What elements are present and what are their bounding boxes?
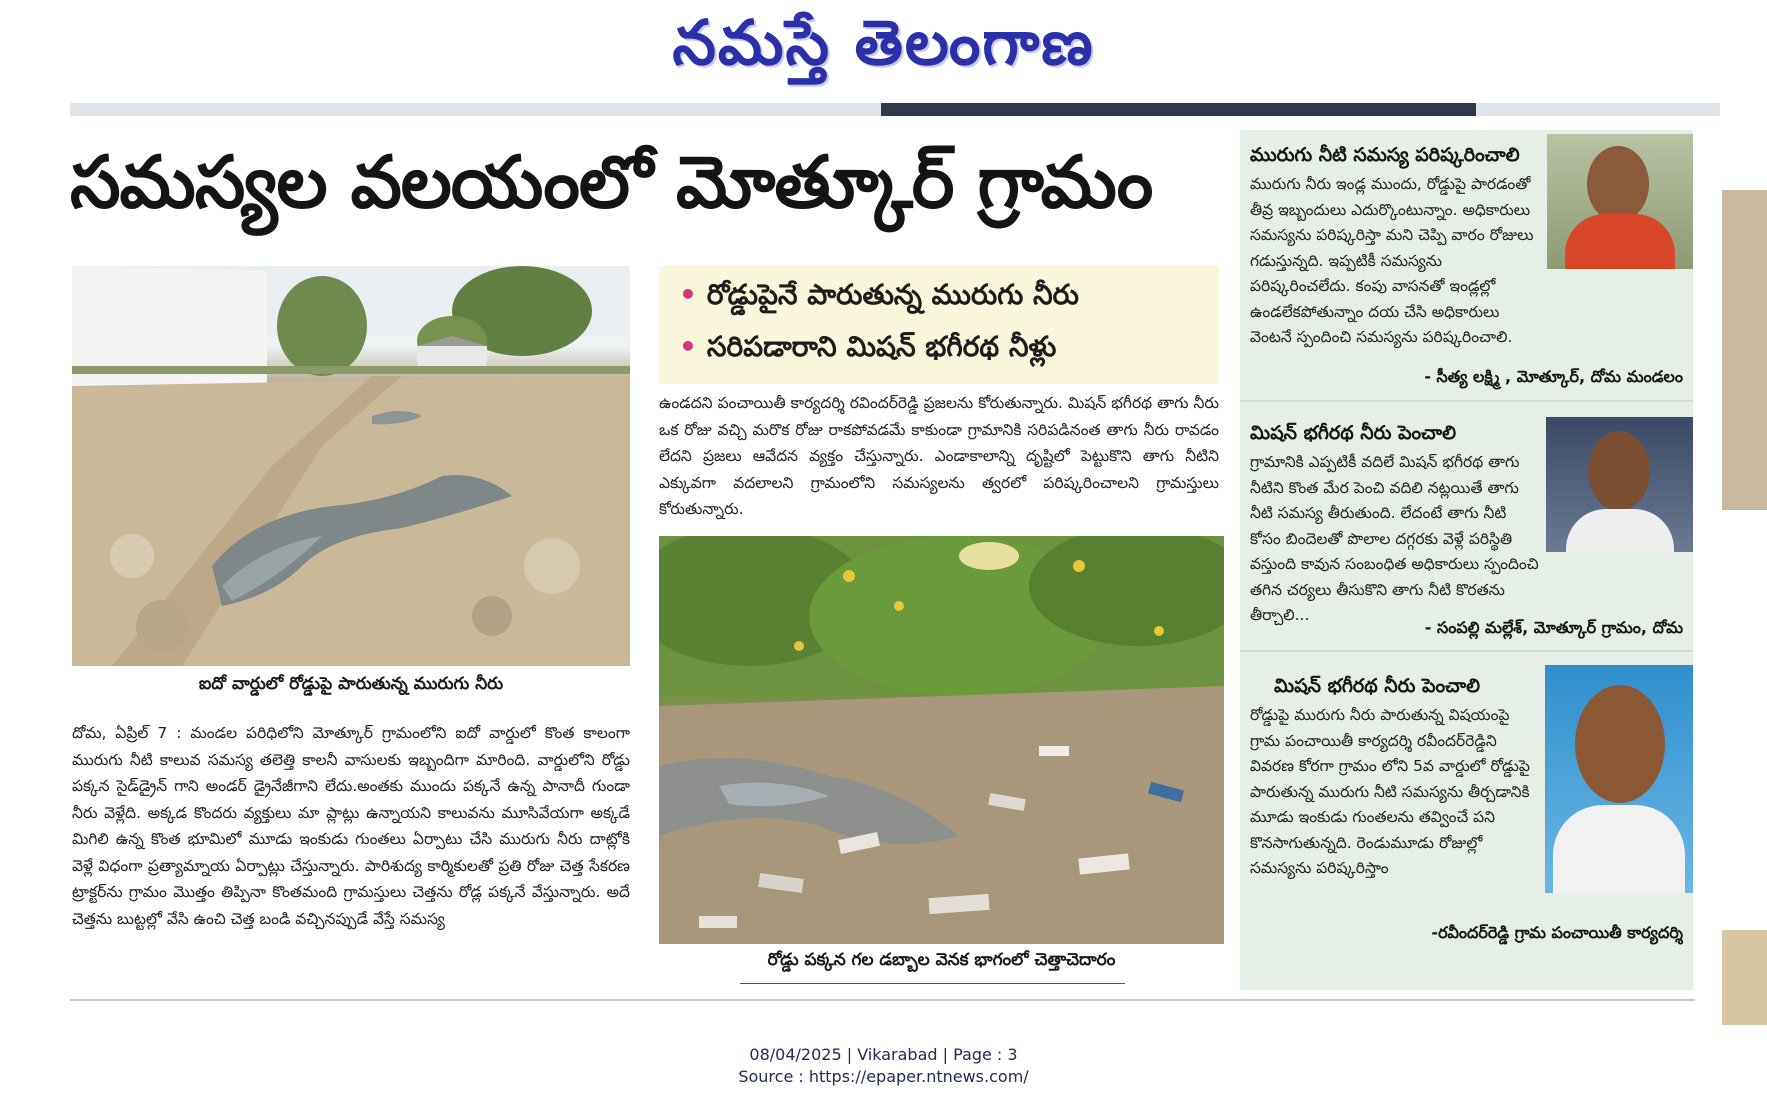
- man-portrait: [1546, 417, 1693, 552]
- article-body-left: దోమ, ఏప్రిల్ 7 : మండల పరిధిలోని మోత్కూర్ గ్రామంలోని ఐదో వార్డులో కొంత కాలంగా మురుగు నీటి కాలువ సమస్య తలెత్తి కాలనీ వాసులకు ఇబ్బందిగా మారింది. వార్డులోని రోడ్డు పక్కన సైడ్‌డ్రైన్ గాని అండర్ డ్రైనేజీగాని లేదు.అంతకు ముందు పక్కనే ఉన్న పానాదీ గుండా నీరు వెళ్లేది. అక్కడ కొందరు వ్యక్తులు మా ప్లాట్లు ఉన్నాయని కాలువను మూసివేయగా అక్కడే మిగిలి ఉన్న కొంత భూమిలో మూడు ఇంకుడు గుంతలు ఏర్పాటు చేసి మురుగు నీరు దాట్లోకి వెళ్లే విధంగా ప్రత్యామ్నాయ ఏర్పాట్లు చేస్తున్నారు. పారిశుద్య కార్మికులతో ప్రతి రోజు చెత్త సేకరణ ట్రాక్టర్‌ను గ్రామం మొత్తం తిప్పినా కొంతమంది గ్రామస్తులు చెత్తను రోడ్ల పక్కనే వేస్తున్నారు. అదే చెత్తను బుట్టల్లో వేసి ఉంచి చెత్త బండి వచ్చినప్పుడే వేస్తే సమస్య: [72, 724, 630, 928]
- caption-underline: [740, 983, 1125, 984]
- portrait-face: [1587, 146, 1649, 222]
- article-body-middle: ఉండదని పంచాయితీ కార్యదర్శి రవిందర్‌రెడ్డి ప్రజలను కోరుతున్నారు. మిషన్ భగీరథ తాగు నీరు ఒక రోజు వచ్చి మరొక రోజు రాకపోవడమే కాకుండా గ్రామానికి సరిపడినంత తాగు నీరు రావడం లేదని ప్రజలు ఆవేదన వ్యక్తం చేస్తున్నారు. ఎండాకాలాన్ని దృష్టిలో పెట్టుకొని తాగు నీటిని ఎక్కువగా వదలాలని గ్రామంలోని సమస్యలను త్వరలో పరిష్కరించాలని గ్రామస్తులు కోరుతున్నారు.: [659, 394, 1219, 518]
- portrait-shirt: [1553, 805, 1685, 893]
- opinions-panel: [1240, 130, 1693, 990]
- highlight-text: రోడ్డుపైనే పారుతున్న మురుగు నీరు: [706, 278, 1079, 311]
- newspaper-masthead: నమస్తే తెలంగాణ: [672, 6, 1095, 79]
- highlight-box: [659, 266, 1219, 384]
- opinion-signature: -రవీందర్‌రెడ్డి గ్రామ పంచాయితీ కార్యదర్శి: [1431, 923, 1683, 942]
- portrait-saree: [1565, 214, 1675, 269]
- opinion-signature: - సీత్య లక్ష్మి , మోత్కూర్, దోమ మండలం: [1424, 367, 1683, 386]
- bullet-icon: •: [679, 330, 697, 363]
- panel-divider: [1240, 400, 1693, 402]
- highlight-item: [679, 330, 1219, 370]
- masthead-rule-accent: [881, 103, 1476, 116]
- opinion-signature: - సంపల్లి మల్లేశ్, మోత్కూర్ గ్రామం, దోమ: [1424, 618, 1683, 637]
- woman-portrait: [1547, 134, 1693, 269]
- adjacent-photo: [1722, 190, 1767, 510]
- opinion-text: రోడ్డుపై మురుగు నీరు పారుతున్న విషయంపై గ్రామ పంచాయితీ కార్యదర్శి రవీందర్‌రెడ్డిని వివరణ కోరగా గ్రామం లోని 5వ వార్డులో రోడ్డుపై పారుతున్న మురుగు నీటి సమస్యను తీర్చడానికి మూడు ఇంకుడు గుంతలను తవ్వించే పని కొనసాగుతున్నది. రెండుమూడు రోజుల్లో సమస్యను పరిష్కరిస్తాం: [1250, 706, 1530, 877]
- official-portrait: [1545, 665, 1693, 893]
- adjacent-column-strip: [1710, 130, 1767, 1030]
- article-headline: సమస్యల వలయంలో మోత్కూర్ గ్రామం: [70, 140, 1153, 224]
- portrait-face: [1575, 685, 1665, 803]
- footer-date-edition: 08/04/2025 | Vikarabad | Page : 3: [749, 1045, 1018, 1064]
- page-bottom-rule: [70, 999, 1695, 1001]
- photo1-caption: ఐదో వార్డులో రోడ్డుపై పారుతున్న మురుగు నీరు: [198, 674, 504, 694]
- opinion-text: మురుగు నీరు ఇండ్ల ముందు, రోడ్డుపై పారడంతో తీవ్ర ఇబ్బందులు ఎదుర్కొంటున్నాం. అధికారులు సమస్యను పరిష్కరిస్తా మని చెప్పి వారం రోజులు గడుస్తున్నది. ఇప్పటికీ సమస్యను పరిష్కరించలేదు. కంపు వాసనతో ఇండ్లల్లో ఉండలేకపోతున్నాం దయ చేసి అధికారులు వెంటనే స్పందించి సమస్యను పరిష్కరించాలి.: [1250, 175, 1534, 346]
- footer-source: Source : https://epaper.ntnews.com/: [738, 1067, 1029, 1086]
- garbage-dump-illustration: [659, 536, 1224, 944]
- highlight-text: సరిపడారాని మిషన్ భగీరథ నీళ్లు: [706, 330, 1057, 363]
- opinion-title: మురుగు నీటి సమస్య పరిష్కరించాలి: [1250, 144, 1520, 166]
- portrait-face: [1588, 431, 1650, 511]
- portrait-shirt: [1566, 509, 1674, 552]
- opinion-title: మిషన్ భగీరథ నీరు పెంచాలి: [1274, 675, 1481, 697]
- bullet-icon: •: [679, 278, 697, 311]
- photo2-caption: రోడ్డు పక్కన గల డబ్బాల వెనక భాగంలో చెత్తాచెదారం: [767, 950, 1116, 970]
- adjacent-photo: [1722, 930, 1767, 1025]
- opinion-text: గ్రామానికి ఎప్పటికీ వదిలే మిషన్ భగీరథ తాగు నీటిని కొంత మేర పెంచి వదిలి నట్లయితే తాగు నీటి సమస్య తీరుతుంది. లేదంటే తాగు నీటి కోసం బిందెలతో పొలాల దగ్గరకు వెళ్లే పరిస్థితి వస్తుంది కావున సంబంధిత అధికారులు స్పందించి తగిన చర్యలు తీసుకొని తాగు నీటి కొరతను తీర్చాలి...: [1250, 453, 1539, 624]
- sewage-road-illustration: [72, 266, 630, 666]
- panel-divider: [1240, 650, 1693, 652]
- highlight-item: [679, 278, 1219, 318]
- opinion-title: మిషన్ భగీరథ నీరు పెంచాలి: [1250, 422, 1457, 444]
- garbage-dump-photo: [659, 536, 1224, 944]
- sewage-road-photo: [72, 266, 630, 666]
